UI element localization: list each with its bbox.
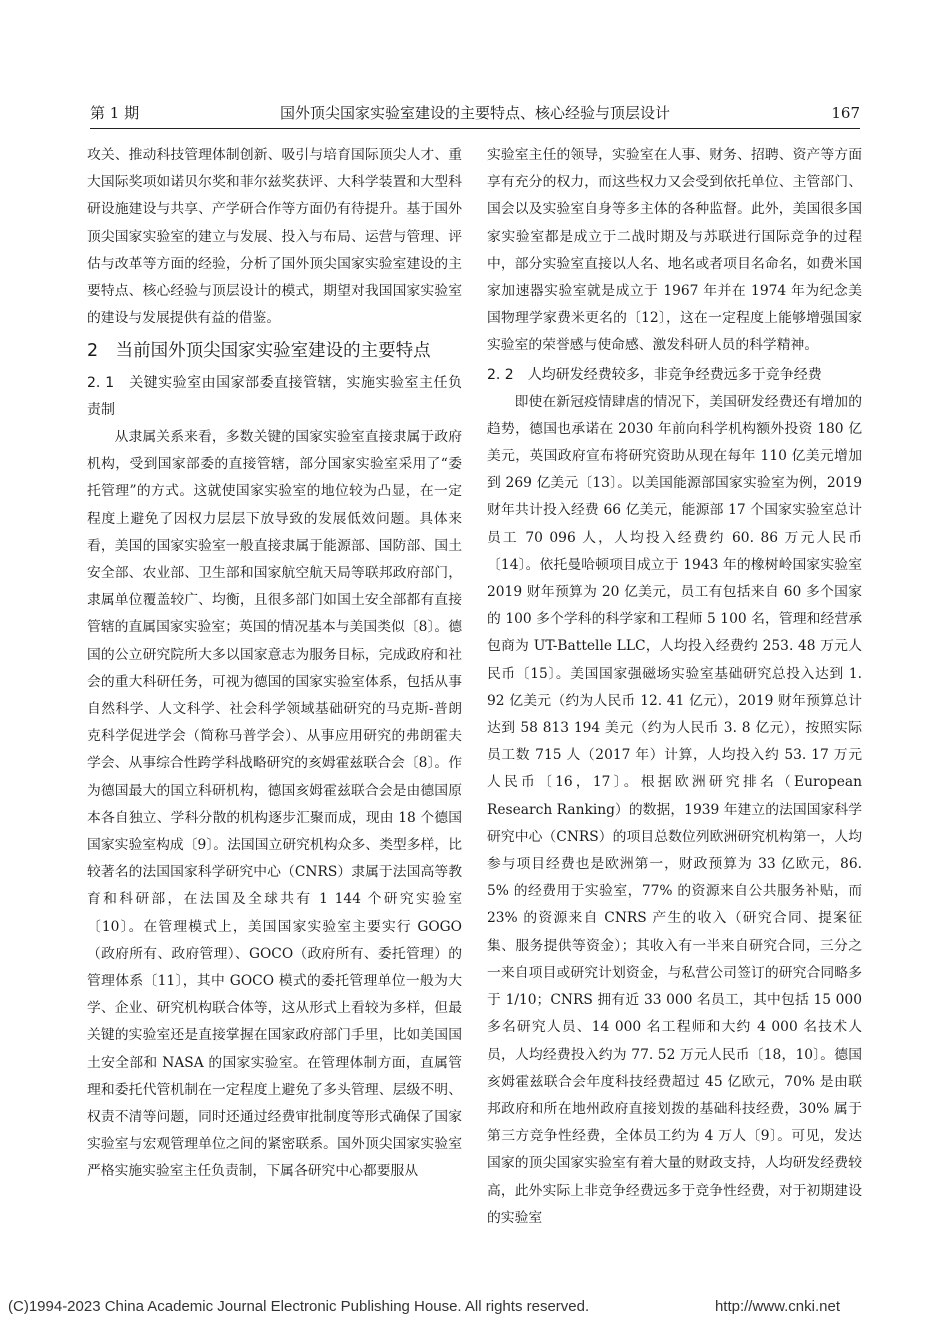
footer-url[interactable]: http://www.cnki.net	[714, 1298, 840, 1315]
section-2-2-heading: 2. 2 人均研发经费较多，非竞争经费远多于竞争经费	[487, 366, 822, 383]
issue-number: 第 1 期	[90, 104, 140, 122]
running-header	[90, 102, 860, 128]
footer	[0, 1298, 950, 1322]
right-column	[487, 142, 862, 1232]
copyright-notice: (C)1994-2023 China Academic Journal Electronic Publishing House. All rights reserved.	[8, 1298, 590, 1315]
section-2-1-paragraph-continued: 实验室主任的领导，实验室在人事、财务、招聘、资产等方面享有充分的权力，而这些权力又会受到依托单位、主管部门、国会以及实验室自身等多主体的各种监督。此外，美国很多国家实验室都是成立于二战时期及与苏联进行国际竞争的过程中，部分实验室直接以人名、地名或者项目名命名，如费米国家加速器实验室就是成立于 1967 年并在 1974 年为纪念美国物理学家费米更名的〔12〕，这在一定程度上能够增强国家实验室的荣誉感与使命感、激发科研人员的科学精神。	[487, 147, 862, 354]
section-2-heading: 2 当前国外顶尖国家实验室建设的主要特点	[87, 341, 431, 362]
section-2-2-paragraph: 即使在新冠疫情肆虐的情况下，美国研发经费还有增加的趋势，德国也承诺在 2030 年前向科学机构额外投资 180 亿美元，英国政府宣布将研究资助从现在每年 110 亿美元增加到 269 亿美元〔13〕。以美国能源部国家实验室为例，2019 财年共计投入经费 66 亿美元，能源部 17 个国家实验室总计员工 70 096 人，人均投入经费约 60. 86 万元人民币〔14〕。依托曼哈顿项目成立于 1943 年的橡树岭国家实验室 2019 财年预算为 20 亿美元，员工有包括来自 60 多个国家的 100 多个学科的科学家和工程师 5 100 名，管理和经营承包商为 UT-Battelle LLC，人均投入经费约 253. 48 万元人民币〔15〕。美国国家强磁场实验室基础研究总投入达到 1. 92 亿美元（约为人民币 12. 41 亿元），2019 财年预算总计达到 58 813 194 美元（约为人民币 3. 8 亿元），按照实际员工数 715 人（2017 年）计算，人均投入约 53. 17 万元人民币〔16，17〕。根据欧洲研究排名（European Research Ranking）的数据，1939 年建立的法国国家科学研究中心（CNRS）的项目总数位列欧洲研究机构第一，人均参与项目经费也是欧洲第一，财政预算为 33 亿欧元，86. 5% 的经费用于实验室，77% 的资源来自公共服务补贴，而 23% 的资源来自 CNRS 产生的收入（研究合同、提案征集、服务提供等资金）；其收入有一半来自研究合同，三分之一来自项目或研究计划资金，与私营公司签订的研究合同略多于 1/10；CNRS 拥有近 33 000 名员工，其中包括 15 000 多名研究人员、14 000 名工程师和大约 4 000 名技术人员，人均经费投入约为 77. 52 万元人民币〔18，10〕。德国亥姆霍兹联合会年度科技经费超过 45 亿欧元，70% 是由联邦政府和所在地州政府直接划拨的基础科技经费，30% 属于第三方竞争性经费，全体员工约为 4 万人〔9〕。可见，发达国家的顶尖国家实验室有着大量的财政支持，人均研发经费较高，此外实际上非竞争经费远多于竞争性经费，对于初期建设的实验室	[487, 393, 862, 1226]
intro-paragraph: 攻关、推动科技管理体制创新、吸引与培育国际顶尖人才、重大国际奖项如诺贝尔奖和菲尔兹奖获评、大科学装置和大型科研设施建设与共享、产学研合作等方面仍有待提升。基于国外顶尖国家实验室的建立与发展、投入与布局、运营与管理、评估与改革等方面的经验，分析了国外顶尖国家实验室建设的主要特点、核心经验与顶层设计的模式，期望对我国国家实验室的建设与发展提供有益的借鉴。	[87, 147, 462, 327]
running-title: 国外顶尖国家实验室建设的主要特点、核心经验与顶层设计	[279, 104, 670, 122]
header-rule	[90, 128, 860, 129]
left-column	[87, 142, 462, 1186]
section-2-1-heading: 2. 1 关键实验室由国家部委直接管辖，实施实验室主任负责制	[87, 374, 462, 418]
section-2-1-paragraph: 从隶属关系来看，多数关键的国家实验室直接隶属于政府机构，受到国家部委的直接管辖，部分国家实验室采用了“委托管理”的方式。这就使国家实验室的地位较为凸显，在一定程度上避免了因权力层层下放导致的发展低效问题。具体来看，美国的国家实验室一般直接隶属于能源部、国防部、国土安全部、农业部、卫生部和国家航空航天局等联邦政府部门，隶属单位覆盖较广、均衡，且很多部门如国土安全部都有直接管辖的直属国家实验室；英国的情况基本与美国类似〔8〕。德国的公立研究院所大多以国家意志为服务目标，完成政府和社会的重大科研任务，可视为德国的国家实验室体系，包括从事自然科学、人文科学、社会科学领域基础研究的马克斯-普朗克科学促进学会（简称马普学会）、从事应用研究的弗朗霍夫学会、从事综合性跨学科战略研究的亥姆霍兹联合会〔8〕。作为德国最大的国立科研机构，德国亥姆霍兹联合会是由德国原本各自独立、学科分散的机构逐步汇聚而成，现由 18 个德国国家实验室构成〔9〕。法国国立研究机构众多、类型多样，比较著名的法国国家科学研究中心（CNRS）隶属于法国高等教育和科研部，在法国及全球共有 1 144 个研究实验室〔10〕。在管理模式上，美国国家实验室主要实行 GOGO（政府所有、政府管理）、GOCO（政府所有、委托管理）的管理体系〔11〕，其中 GOCO 模式的委托管理单位一般为大学、企业、研究机构联合体等，这从形式上看较为多样，但最关键的实验室还是直接掌握在国家政府部门手里，比如美国国土安全部和 NASA 的国家实验室。在管理体制方面，直属管理和委托代管机制在一定程度上避免了多头管理、层级不明、权责不清等问题，同时还通过经费审批制度等形式确保了国家实验室与宏观管理单位之间的紧密联系。国外顶尖国家实验室严格实施实验室主任负责制，下属各研究中心都要服从	[87, 428, 462, 1180]
page-number: 167	[831, 104, 860, 122]
